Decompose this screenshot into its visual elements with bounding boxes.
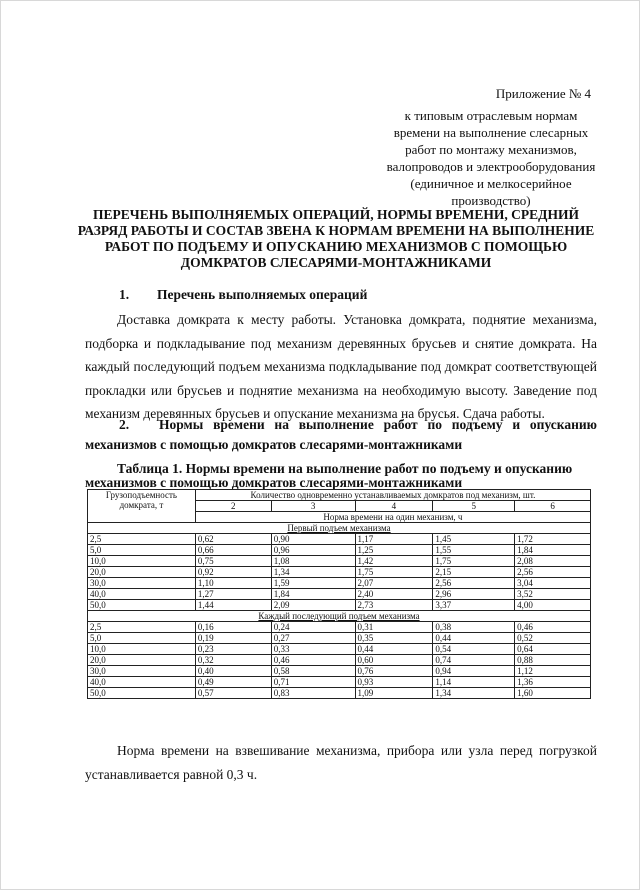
- title-line: РАЗРЯД РАБОТЫ И СОСТАВ ЗВЕНА К НОРМАМ ВРЕМЕНИ НА ВЫПОЛНЕНИЕ: [77, 223, 595, 238]
- title-line: ПЕРЕЧЕНЬ ВЫПОЛНЯЕМЫХ ОПЕРАЦИЙ, НОРМЫ ВРЕМЕНИ, СРЕДНИЙ: [93, 207, 579, 222]
- cell-value: 0,49: [195, 677, 271, 688]
- group-next-rows: [88, 622, 591, 699]
- cell-value: 1,17: [355, 534, 433, 545]
- cell-value: 0,58: [271, 666, 355, 677]
- cell-value: 1,42: [355, 556, 433, 567]
- cell-value: 0,24: [271, 622, 355, 633]
- cell-value: 1,12: [515, 666, 591, 677]
- cell-value: 2,96: [433, 589, 515, 600]
- cell-value: 1,45: [433, 534, 515, 545]
- header-col: 6: [515, 501, 591, 512]
- cell-value: 2,56: [515, 567, 591, 578]
- cell-capacity: 30,0: [88, 578, 196, 589]
- cell-value: 0,75: [195, 556, 271, 567]
- cell-value: 0,46: [271, 655, 355, 666]
- cell-value: 1,84: [271, 589, 355, 600]
- cell-value: 0,40: [195, 666, 271, 677]
- cell-value: 1,72: [515, 534, 591, 545]
- cell-capacity: 30,0: [88, 666, 196, 677]
- cell-value: 3,04: [515, 578, 591, 589]
- title-line: РАБОТ ПО ПОДЪЕМУ И ОПУСКАНИЮ МЕХАНИЗМОВ С ПОМОЩЬЮ: [104, 239, 568, 254]
- cell-value: 2,08: [515, 556, 591, 567]
- cell-value: 0,44: [355, 644, 433, 655]
- cell-value: 0,88: [515, 655, 591, 666]
- appendix-line: времени на выполнение слесарных: [393, 125, 589, 140]
- cell-value: 1,25: [355, 545, 433, 556]
- table-row: [88, 677, 591, 688]
- table-caption: [85, 462, 597, 490]
- cell-value: 0,76: [355, 666, 433, 677]
- header-norm: Норма времени на один механизм, ч: [195, 512, 590, 523]
- cell-value: 1,44: [195, 600, 271, 611]
- header-col: 2: [195, 501, 271, 512]
- table-row: [88, 534, 591, 545]
- cell-value: 0,83: [271, 688, 355, 699]
- cell-value: 2,56: [433, 578, 515, 589]
- cell-capacity: 5,0: [88, 633, 196, 644]
- cell-capacity: 2,5: [88, 622, 196, 633]
- table-row: [88, 666, 591, 677]
- cell-value: 2,09: [271, 600, 355, 611]
- group-label-first: Первый подъем механизма: [88, 523, 591, 534]
- appendix-line: валопроводов и электрооборудования: [386, 159, 596, 174]
- table-row: [88, 600, 591, 611]
- cell-value: 1,34: [271, 567, 355, 578]
- cell-capacity: 50,0: [88, 600, 196, 611]
- cell-value: 1,75: [355, 567, 433, 578]
- section2-number: 2.: [119, 417, 130, 432]
- cell-value: 1,09: [355, 688, 433, 699]
- table-row: [88, 622, 591, 633]
- cell-value: 2,07: [355, 578, 433, 589]
- table-row: [88, 655, 591, 666]
- cell-value: 1,14: [433, 677, 515, 688]
- cell-value: 0,31: [355, 622, 433, 633]
- table-row: [88, 589, 591, 600]
- cell-value: 3,52: [515, 589, 591, 600]
- table-row: [88, 644, 591, 655]
- group-first-rows: [88, 534, 591, 611]
- cell-value: 0,57: [195, 688, 271, 699]
- header-capacity: Грузоподъемность домкрата, т: [88, 490, 196, 523]
- cell-capacity: 10,0: [88, 556, 196, 567]
- section2-heading: [85, 415, 597, 455]
- group-label-next: Каждый последующий подъем механизма: [88, 611, 591, 622]
- appendix-line: производство): [451, 193, 531, 208]
- cell-capacity: 20,0: [88, 567, 196, 578]
- table-caption-line: механизмов с помощью домкратов слесарями-монтажниками: [85, 475, 463, 490]
- appendix-line: к типовым отраслевым нормам: [404, 108, 578, 123]
- cell-value: 0,54: [433, 644, 515, 655]
- cell-value: 0,74: [433, 655, 515, 666]
- title-line: ДОМКРАТОВ СЛЕСАРЯМИ-МОНТАЖНИКАМИ: [180, 255, 492, 270]
- cell-value: 0,35: [355, 633, 433, 644]
- cell-value: 0,19: [195, 633, 271, 644]
- cell-capacity: 40,0: [88, 589, 196, 600]
- cell-value: 0,38: [433, 622, 515, 633]
- cell-value: 0,27: [271, 633, 355, 644]
- cell-value: 1,55: [433, 545, 515, 556]
- cell-value: 0,16: [195, 622, 271, 633]
- cell-value: 0,44: [433, 633, 515, 644]
- cell-value: 2,40: [355, 589, 433, 600]
- table-row: [88, 545, 591, 556]
- section1-number: 1.: [119, 287, 130, 302]
- cell-value: 0,60: [355, 655, 433, 666]
- cell-value: 1,84: [515, 545, 591, 556]
- cell-capacity: 20,0: [88, 655, 196, 666]
- appendix-block: [381, 85, 601, 209]
- cell-value: 0,93: [355, 677, 433, 688]
- cell-value: 2,15: [433, 567, 515, 578]
- cell-value: 1,10: [195, 578, 271, 589]
- cell-value: 0,52: [515, 633, 591, 644]
- cell-value: 0,90: [271, 534, 355, 545]
- cell-value: 0,33: [271, 644, 355, 655]
- header-count: Количество одновременно устанавливаемых домкратов под механизм, шт.: [195, 490, 590, 501]
- cell-value: 1,36: [515, 677, 591, 688]
- cell-value: 0,32: [195, 655, 271, 666]
- header-col: 4: [355, 501, 433, 512]
- cell-capacity: 2,5: [88, 534, 196, 545]
- cell-value: 2,73: [355, 600, 433, 611]
- table-row: [88, 556, 591, 567]
- document-title: [71, 207, 601, 271]
- table-row: [88, 578, 591, 589]
- cell-value: 0,71: [271, 677, 355, 688]
- section1-heading: [85, 286, 367, 303]
- header-col: 3: [271, 501, 355, 512]
- cell-capacity: 40,0: [88, 677, 196, 688]
- cell-value: 1,34: [433, 688, 515, 699]
- cell-value: 4,00: [515, 600, 591, 611]
- table-row: [88, 633, 591, 644]
- footer-note: Норма времени на взвешивание механизма, прибора или узла перед погрузкой устанавливается равной 0,3 ч.: [85, 743, 597, 782]
- cell-value: 0,92: [195, 567, 271, 578]
- cell-value: 0,66: [195, 545, 271, 556]
- cell-value: 0,64: [515, 644, 591, 655]
- cell-value: 0,23: [195, 644, 271, 655]
- section1-text: Доставка домкрата к месту работы. Установка домкрата, поднятие механизма, подборка и подкладывание под механизм деревянных брусьев и снятие домкрата. На каждый последующий подъем механизма подкладывание под домкрат соответствующей прокладки или брусьев и поднятие механизма на необходимую высоту. Заведение под механизм деревянных брусьев и опускание механизма на брусья. Сдача работы.: [85, 312, 597, 421]
- cell-value: 3,37: [433, 600, 515, 611]
- cell-value: 0,62: [195, 534, 271, 545]
- cell-value: 0,96: [271, 545, 355, 556]
- cell-value: 0,94: [433, 666, 515, 677]
- section2-title: Нормы времени на выполнение работ по подъему и опусканию механизмов с помощью домкратов слесарями-монтажниками: [85, 417, 597, 452]
- appendix-line: (единичное и мелкосерийное: [410, 176, 572, 191]
- cell-value: 1,60: [515, 688, 591, 699]
- cell-value: 1,27: [195, 589, 271, 600]
- table-row: [88, 688, 591, 699]
- norms-table: [87, 489, 591, 699]
- appendix-line: работ по монтажу механизмов,: [405, 142, 577, 157]
- cell-value: 1,08: [271, 556, 355, 567]
- cell-value: 1,59: [271, 578, 355, 589]
- section1-title: Перечень выполняемых операций: [157, 287, 368, 302]
- header-col: 5: [433, 501, 515, 512]
- table-caption-line: Таблица 1. Нормы времени на выполнение работ по подъему и опусканию: [117, 461, 573, 476]
- table-row: [88, 567, 591, 578]
- cell-value: 0,46: [515, 622, 591, 633]
- cell-capacity: 5,0: [88, 545, 196, 556]
- appendix-number: Приложение № 4: [495, 86, 591, 101]
- cell-value: 1,75: [433, 556, 515, 567]
- cell-capacity: 50,0: [88, 688, 196, 699]
- cell-capacity: 10,0: [88, 644, 196, 655]
